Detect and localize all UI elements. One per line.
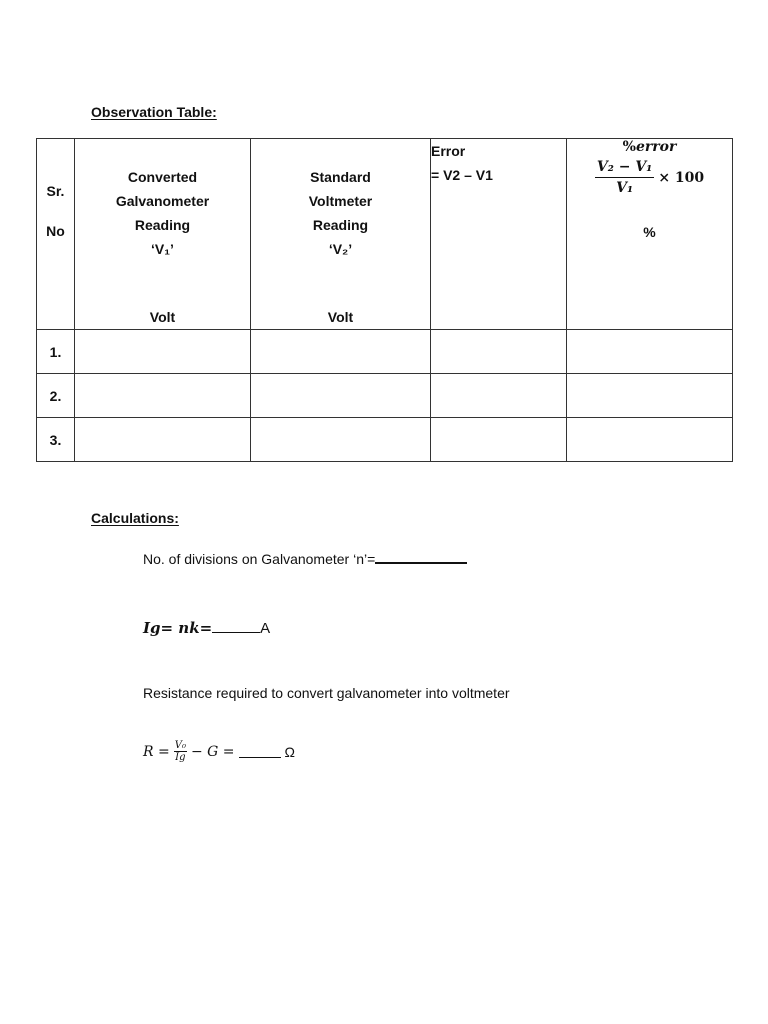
r-denominator: Ig	[175, 752, 186, 763]
standard-line-4: ‘V₂’	[328, 241, 353, 257]
table-row	[37, 374, 733, 418]
converted-unit: Volt	[149, 309, 176, 325]
ig-line	[143, 618, 270, 637]
percent-error-formula	[595, 159, 704, 196]
percent-unit: %	[643, 224, 656, 240]
percent-prefix: %	[622, 139, 636, 155]
error-line-1: Error	[431, 143, 466, 159]
divisions-label: No. of divisions on Galvanometer ‘n’=	[143, 551, 376, 567]
standard-line-1: Standard	[310, 169, 371, 185]
r-formula-line	[143, 740, 295, 763]
header-sr-no	[37, 139, 75, 330]
converted-line-3: Reading	[134, 217, 191, 233]
r-minus-g: − G =	[190, 743, 235, 760]
r-blank	[239, 745, 281, 758]
standard-line-2: Voltmeter	[308, 193, 373, 209]
observation-table-heading: Observation Table:	[91, 104, 217, 120]
percent-error-word: error	[635, 139, 677, 155]
divisions-line	[143, 548, 467, 567]
cell-error	[431, 418, 567, 462]
header-percent-error	[567, 139, 733, 330]
header-sr-label: Sr.	[46, 183, 65, 199]
divisions-blank	[375, 548, 467, 564]
table-row	[37, 418, 733, 462]
cell-standard-reading	[251, 418, 431, 462]
cell-converted-reading	[75, 330, 251, 374]
row-sr: 1.	[37, 330, 75, 374]
r-fraction	[174, 740, 187, 763]
cell-percent-error	[567, 374, 733, 418]
r-lhs: R =	[143, 743, 170, 760]
percent-error-title	[567, 139, 732, 155]
ig-unit: A	[260, 620, 271, 637]
header-no-label: No	[46, 223, 65, 239]
fraction-denominator: V₁	[616, 180, 634, 196]
cell-error	[431, 374, 567, 418]
ig-label: Ig= nk=	[143, 619, 213, 637]
header-error	[431, 139, 567, 330]
header-standard-reading	[251, 139, 431, 330]
cell-percent-error	[567, 418, 733, 462]
standard-unit: Volt	[327, 309, 354, 325]
cell-converted-reading	[75, 418, 251, 462]
r-unit: Ω	[284, 743, 295, 760]
row-sr: 3.	[37, 418, 75, 462]
cell-percent-error	[567, 330, 733, 374]
r-numerator: V₀	[174, 740, 186, 751]
converted-line-1: Converted	[127, 169, 198, 185]
percent-error-fraction	[595, 159, 654, 196]
cell-error	[431, 330, 567, 374]
cell-standard-reading	[251, 330, 431, 374]
standard-line-3: Reading	[312, 217, 369, 233]
row-sr: 2.	[37, 374, 75, 418]
header-converted-reading	[75, 139, 251, 330]
table-header-row	[37, 139, 733, 330]
observation-table	[36, 138, 733, 462]
cell-converted-reading	[75, 374, 251, 418]
fraction-numerator: V₂ − V₁	[595, 159, 654, 178]
calculations-heading: Calculations:	[91, 510, 179, 526]
ig-blank	[212, 618, 260, 633]
cell-standard-reading	[251, 374, 431, 418]
resistance-line: Resistance required to convert galvanometer into voltmeter	[143, 685, 510, 701]
table-row	[37, 330, 733, 374]
times-hundred: × 100	[658, 169, 705, 186]
converted-line-4: ‘V₁’	[151, 241, 174, 257]
converted-line-2: Galvanometer	[115, 193, 210, 209]
error-line-2: = V2 – V1	[431, 167, 493, 183]
